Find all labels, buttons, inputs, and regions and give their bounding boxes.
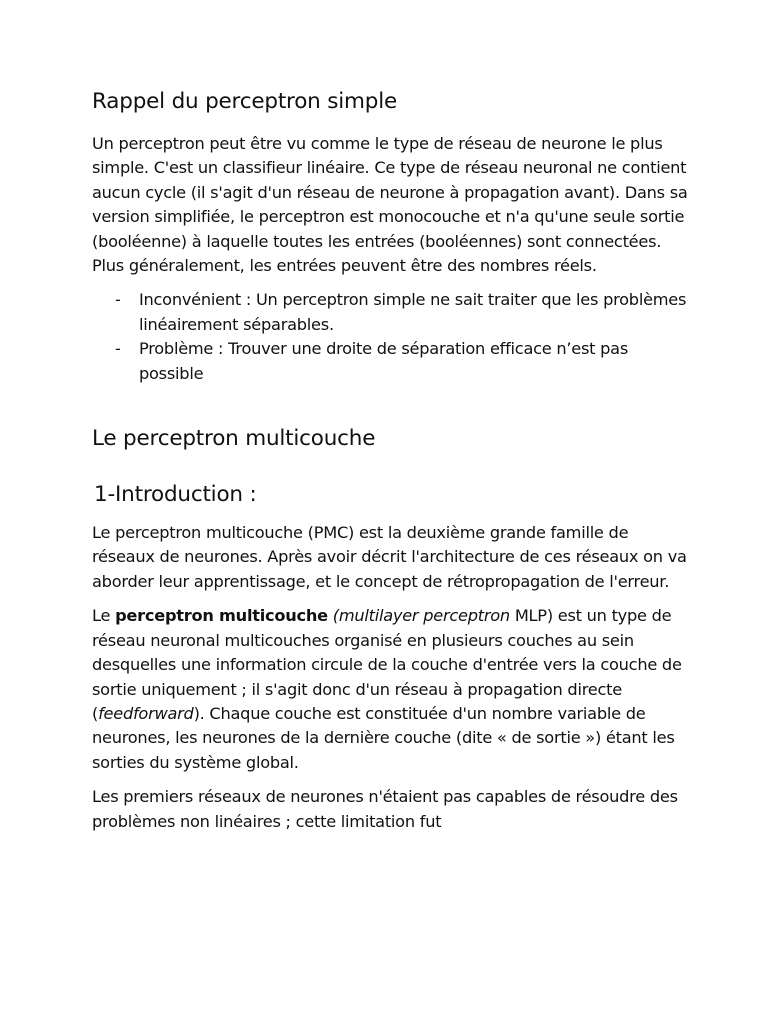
list-item-probleme bbox=[92, 337, 692, 386]
subsection-title-introduction: 1-Introduction : bbox=[94, 482, 257, 508]
section-title-rappel: Rappel du perceptron simple bbox=[92, 89, 397, 114]
dash-list bbox=[92, 288, 692, 386]
paragraph-perceptron-simple: Un perceptron peut être vu comme le type de réseau de neurone le plus simple. C'est un classifieur linéaire. Ce type de réseau neuronal ne contient aucun cycle (il s'agit d'un réseau de neurone à propagation avant). Dans sa version simplifiée, le perceptron est monocouche et n'a qu'une seule sortie (booléenne) à laquelle toutes les entrées (booléennes) sont connectées. Plus généralement, les entrées peuvent être des nombres réels. bbox=[92, 134, 688, 276]
dash-bullet: - bbox=[115, 290, 121, 310]
italic-term: feedforward bbox=[98, 703, 194, 723]
paragraph-pmc-intro: Le perceptron multicouche (PMC) est la deuxième grande famille de réseaux de neurones. Après avoir décrit l'architecture de ces réseaux on va aborder leur apprentissage, et le concept de rétropropagation de l'erreur. bbox=[92, 523, 687, 591]
section-title-multicouche: Le perceptron multicouche bbox=[92, 426, 376, 452]
text-run: MLP) est un type de réseau neuronal multicouches organisé en plusieurs couches au sein desquelles une information circule de la couche d'entrée vers la couche de sortie uniquement ; il s'agit donc d'un réseau à propagation directe ( bbox=[92, 606, 682, 723]
list-item-inconvenient bbox=[92, 288, 692, 337]
list-item-text: Problème : Trouver une droite de séparation efficace n’est pas possible bbox=[139, 339, 629, 383]
document-page bbox=[92, 86, 692, 834]
paragraph-mlp-definition bbox=[92, 604, 692, 775]
paragraph-limitation: Les premiers réseaux de neurones n'étaient pas capables de résoudre des problèmes non linéaires ; cette limitation fut bbox=[92, 787, 678, 831]
dash-bullet: - bbox=[115, 339, 121, 359]
italic-term: (multilayer perceptron bbox=[332, 606, 510, 626]
bold-term: perceptron multicouche bbox=[115, 606, 328, 626]
text-run: Le bbox=[92, 606, 116, 626]
text-run: ). Chaque couche est constituée d'un nombre variable de neurones, les neurones de la dernière couche (dite « de sortie ») étant les sorties du système global. bbox=[92, 703, 675, 772]
list-item-text: Inconvénient : Un perceptron simple ne sait traiter que les problèmes linéairement séparables. bbox=[139, 290, 687, 334]
